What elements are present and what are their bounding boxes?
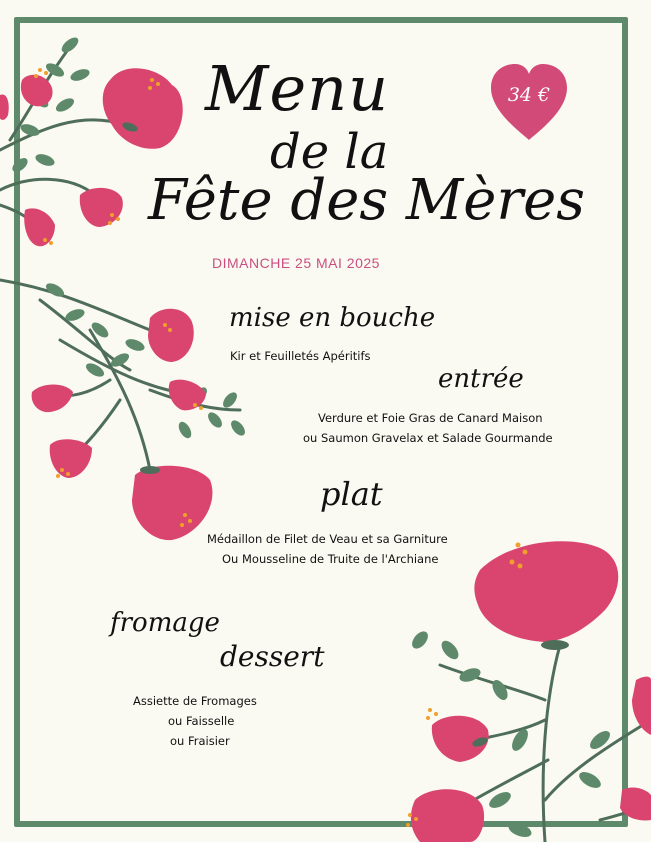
section-heading-dessert: dessert (220, 640, 325, 673)
title-menu: Menu (205, 52, 390, 125)
price-badge (485, 58, 573, 146)
price-text: 34 € (507, 84, 551, 106)
title-fete-des-meres: Fête des Mères (148, 168, 586, 233)
section-heading-mise-en-bouche: mise en bouche (229, 303, 436, 333)
title-de-la: de la (270, 124, 389, 180)
menu-item: ou Faisselle (168, 714, 235, 728)
menu-item: Kir et Feuilletés Apéritifs (230, 349, 371, 363)
menu-item: Verdure et Foie Gras de Canard Maison (318, 411, 543, 425)
menu-item: ou Fraisier (170, 734, 230, 748)
section-heading-plat: plat (320, 475, 383, 513)
menu-item: Médaillon de Filet de Veau et sa Garniture (207, 532, 448, 546)
menu-item: Assiette de Fromages (133, 694, 257, 708)
event-date: DIMANCHE 25 MAI 2025 (212, 255, 380, 271)
section-heading-entree: entrée (438, 364, 524, 394)
menu-item: Ou Mousseline de Truite de l'Archiane (222, 552, 439, 566)
section-heading-fromage: fromage (110, 608, 220, 638)
menu-item: ou Saumon Gravelax et Salade Gourmande (303, 431, 553, 445)
